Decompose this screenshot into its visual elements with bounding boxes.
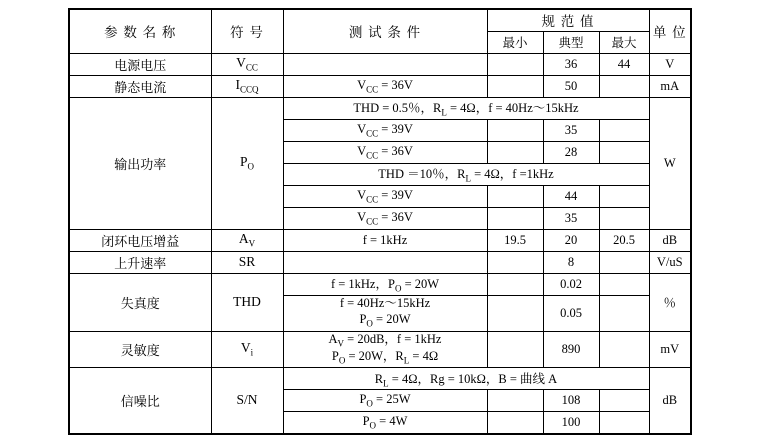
table-body (69, 53, 691, 434)
row-value-max (599, 119, 649, 141)
row-value-max (599, 251, 649, 273)
row-condition (283, 53, 487, 75)
row-unit: V (649, 53, 691, 75)
row-parameter-name: 闭环电压增益 (69, 229, 211, 251)
row-value-typ: 35 (543, 207, 599, 229)
row-condition-span: $R_L = 4\Omega$，Rg = 10kΩ，B = 曲线 A (283, 368, 649, 390)
row-parameter-name: 上升速率 (69, 251, 211, 273)
row-value-max (599, 412, 649, 434)
spec-table-container (68, 8, 690, 432)
row-value-min (487, 207, 543, 229)
row-value-typ: 44 (543, 185, 599, 207)
row-value-max (599, 75, 649, 97)
table-row (69, 53, 691, 75)
row-condition-span: THD = 0.5％，$R_L = 4\Omega$，f = 40Hz～15kHz (283, 97, 649, 119)
row-value-max (599, 273, 649, 295)
header-min: 最小 (487, 31, 543, 53)
row-value-min (487, 141, 543, 163)
row-value-typ: 100 (543, 412, 599, 434)
row-value-typ: 0.05 (543, 295, 599, 331)
header-max: 最大 (599, 31, 649, 53)
row-symbol: $I_{CCQ}$ (211, 75, 283, 97)
header-typ: 典型 (543, 31, 599, 53)
row-value-min (487, 331, 543, 368)
table-row (69, 75, 691, 97)
row-value-typ: 28 (543, 141, 599, 163)
row-value-min (487, 75, 543, 97)
row-unit: V/uS (649, 251, 691, 273)
row-value-max (599, 141, 649, 163)
row-value-typ: 8 (543, 251, 599, 273)
row-value-typ: 36 (543, 53, 599, 75)
row-value-typ: 35 (543, 119, 599, 141)
row-value-typ: 890 (543, 331, 599, 368)
row-unit: mV (649, 331, 691, 368)
row-symbol: $V_i$ (211, 331, 283, 368)
row-symbol: SR (211, 251, 283, 273)
table-row (69, 331, 691, 368)
table-row (69, 97, 691, 119)
table-header (69, 9, 691, 53)
row-value-min (487, 273, 543, 295)
row-parameter-name: 电源电压 (69, 53, 211, 75)
table-row (69, 368, 691, 390)
row-value-max (599, 185, 649, 207)
row-condition: $V_{CC} = 39V$ (283, 185, 487, 207)
row-parameter-name: 输出功率 (69, 97, 211, 229)
row-unit: mA (649, 75, 691, 97)
header-test-condition: 测 试 条 件 (283, 9, 487, 53)
header-unit: 单 位 (649, 9, 691, 53)
row-unit: ％ (649, 273, 691, 331)
row-condition: $V_{CC} = 39V$ (283, 119, 487, 141)
row-parameter-name: 信噪比 (69, 368, 211, 434)
table-row (69, 229, 691, 251)
row-value-typ: 0.02 (543, 273, 599, 295)
row-symbol: THD (211, 273, 283, 331)
table-row (69, 251, 691, 273)
row-value-max (599, 331, 649, 368)
row-condition: f = 1kHz，$P_O = 20W$ (283, 273, 487, 295)
row-value-typ: 20 (543, 229, 599, 251)
row-value-max (599, 207, 649, 229)
row-value-min: 19.5 (487, 229, 543, 251)
row-condition: $V_{CC} = 36V$ (283, 207, 487, 229)
row-symbol: S/N (211, 368, 283, 434)
table-row (69, 273, 691, 295)
row-condition-span: THD ＝10％，$R_L = 4\Omega$，f =1kHz (283, 163, 649, 185)
row-condition (283, 251, 487, 273)
row-condition: $P_O = 25W$ (283, 390, 487, 412)
row-value-min (487, 251, 543, 273)
header-row-1 (69, 9, 691, 31)
header-symbol: 符 号 (211, 9, 283, 53)
row-value-min (487, 412, 543, 434)
row-condition: $P_O = 4W$ (283, 412, 487, 434)
row-unit: dB (649, 368, 691, 434)
row-condition: f = 1kHz (283, 229, 487, 251)
row-unit: W (649, 97, 691, 229)
row-symbol: $A_V$ (211, 229, 283, 251)
specification-table (68, 8, 692, 435)
row-unit: dB (649, 229, 691, 251)
row-value-max (599, 295, 649, 331)
row-parameter-name: 失真度 (69, 273, 211, 331)
row-value-max: 44 (599, 53, 649, 75)
row-symbol: $P_O$ (211, 97, 283, 229)
row-condition: $V_{CC} = 36V$ (283, 141, 487, 163)
row-condition: $V_{CC} = 36V$ (283, 75, 487, 97)
row-value-typ: 108 (543, 390, 599, 412)
header-parameter: 参 数 名 称 (69, 9, 211, 53)
row-value-max: 20.5 (599, 229, 649, 251)
row-value-min (487, 390, 543, 412)
row-value-min (487, 119, 543, 141)
row-value-min (487, 185, 543, 207)
row-symbol: $V_{CC}$ (211, 53, 283, 75)
row-value-min (487, 295, 543, 331)
header-spec-group: 规 范 值 (487, 9, 649, 31)
row-value-typ: 50 (543, 75, 599, 97)
row-condition: f = 40Hz～15kHz $P_O = 20W$ (283, 295, 487, 331)
row-value-max (599, 390, 649, 412)
row-value-min (487, 53, 543, 75)
row-parameter-name: 灵敏度 (69, 331, 211, 368)
row-condition: $A_V = 20dB$，f = 1kHz $P_O = 20W$，$R_L = 4\Omega$ (283, 331, 487, 368)
row-parameter-name: 静态电流 (69, 75, 211, 97)
